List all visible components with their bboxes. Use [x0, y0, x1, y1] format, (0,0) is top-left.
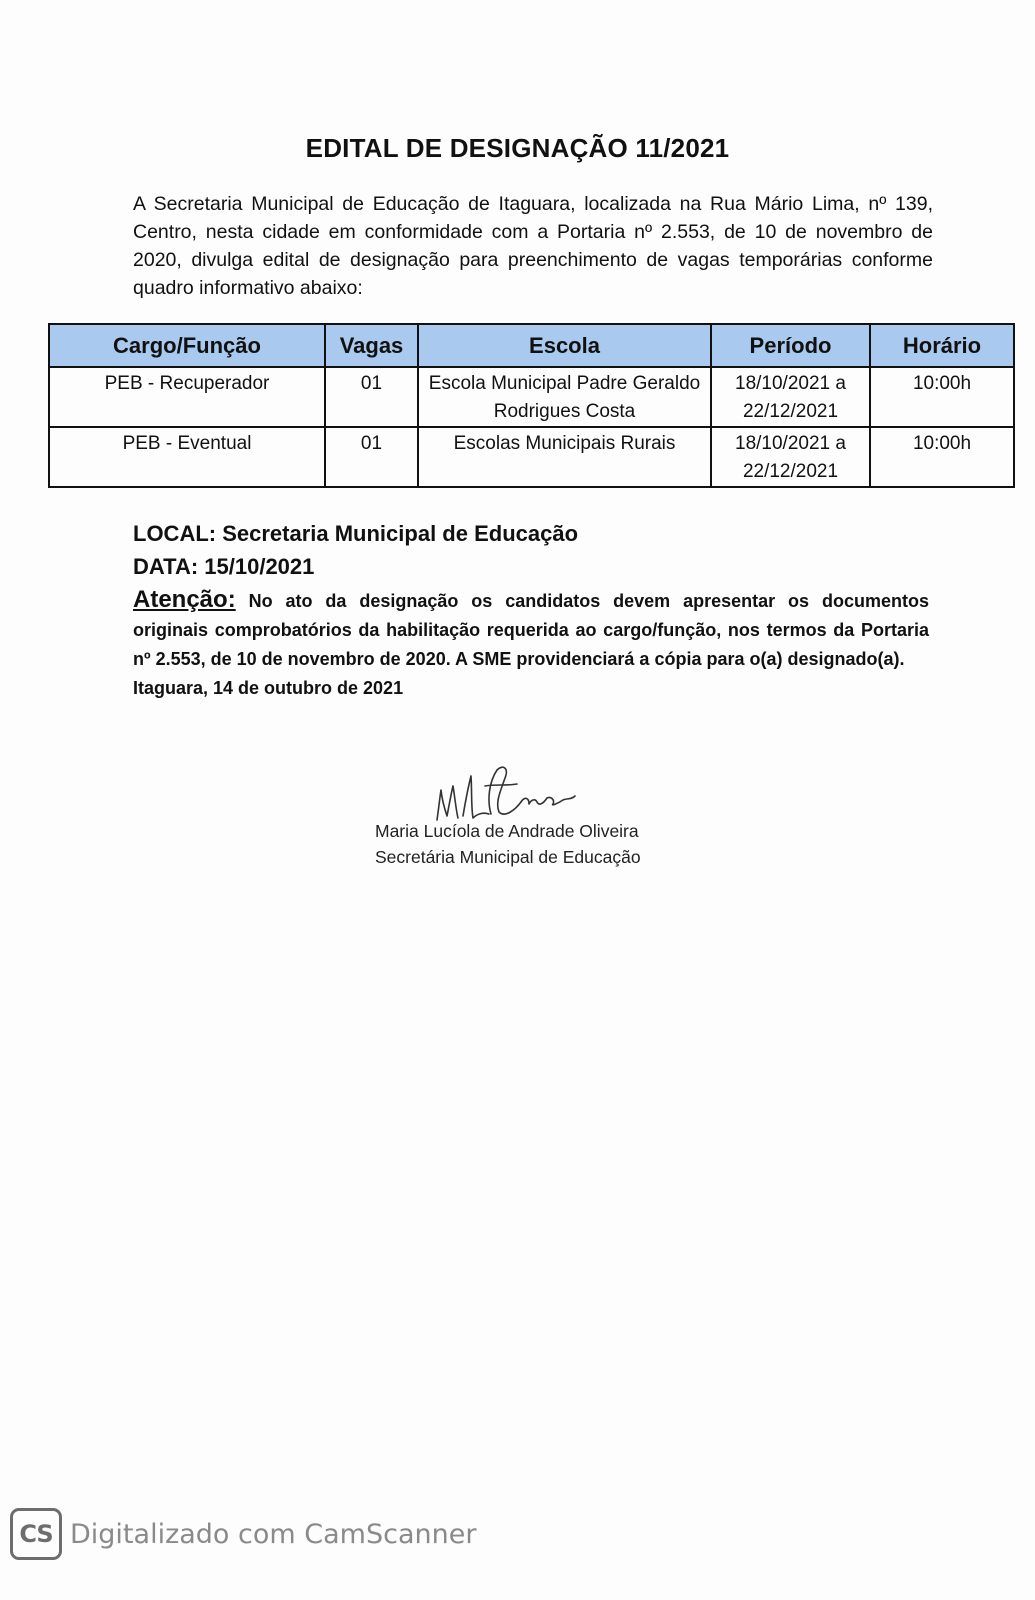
cell-horario: 10:00h: [870, 367, 1014, 427]
cell-periodo: 18/10/2021 a 22/12/2021: [711, 427, 870, 487]
header-vagas: Vagas: [325, 324, 418, 367]
header-horario: Horário: [870, 324, 1014, 367]
cell-escola: Escolas Municipais Rurais: [418, 427, 711, 487]
table-row: [49, 367, 1014, 427]
attention-paragraph: [133, 585, 929, 674]
cell-vagas: 01: [325, 427, 418, 487]
date-line: DATA: 15/10/2021: [133, 554, 315, 579]
city-date-line: Itaguara, 14 de outubro de 2021: [133, 678, 404, 698]
signatory-role: Secretária Municipal de Educação: [375, 847, 641, 867]
cell-escola: Escola Municipal Padre Geraldo Rodrigues Costa: [418, 367, 711, 427]
intro-paragraph: A Secretaria Municipal de Educação de Itaguara, localizada na Rua Mário Lima, nº 139, Centro, nesta cidade em conformidade com a Portaria nº 2.553, de 10 de novembro de 2020, divulga edital de designação para preenchimento de vagas temporárias conforme quadro informativo abaixo:: [133, 193, 933, 299]
info-block: [133, 517, 929, 703]
vacancy-table: [48, 323, 1015, 488]
attention-label: Atenção:: [133, 586, 236, 613]
page-title: EDITAL DE DESIGNAÇÃO 11/2021: [305, 133, 730, 163]
header-periodo: Período: [711, 324, 870, 367]
camscanner-logo-icon: CS: [10, 1508, 62, 1560]
watermark-text: Digitalizado com CamScanner: [70, 1518, 477, 1550]
cell-cargo: PEB - Recuperador: [49, 367, 325, 427]
cell-horario: 10:00h: [870, 427, 1014, 487]
cell-vagas: 01: [325, 367, 418, 427]
header-cargo: Cargo/Função: [49, 324, 325, 367]
table-row: [49, 427, 1014, 487]
table-header-row: [49, 324, 1014, 367]
header-escola: Escola: [418, 324, 711, 367]
local-line: LOCAL: Secretaria Municipal de Educação: [133, 521, 579, 546]
cell-periodo: 18/10/2021 a 22/12/2021: [711, 367, 870, 427]
cell-cargo: PEB - Eventual: [49, 427, 325, 487]
attention-text: No ato da designação os candidatos devem apresentar os documentos originais comprobatórios da habilitação requerida ao cargo/função, nos termos da Portaria nº 2.553, de 10 de novembro de 2020. A SME providenciará a cópia para o(a) designado(a).: [133, 591, 929, 669]
scanner-watermark: [10, 1506, 476, 1562]
signatory-name: Maria Lucíola de Andrade Oliveira: [375, 821, 639, 841]
signatory-block: [375, 818, 641, 870]
